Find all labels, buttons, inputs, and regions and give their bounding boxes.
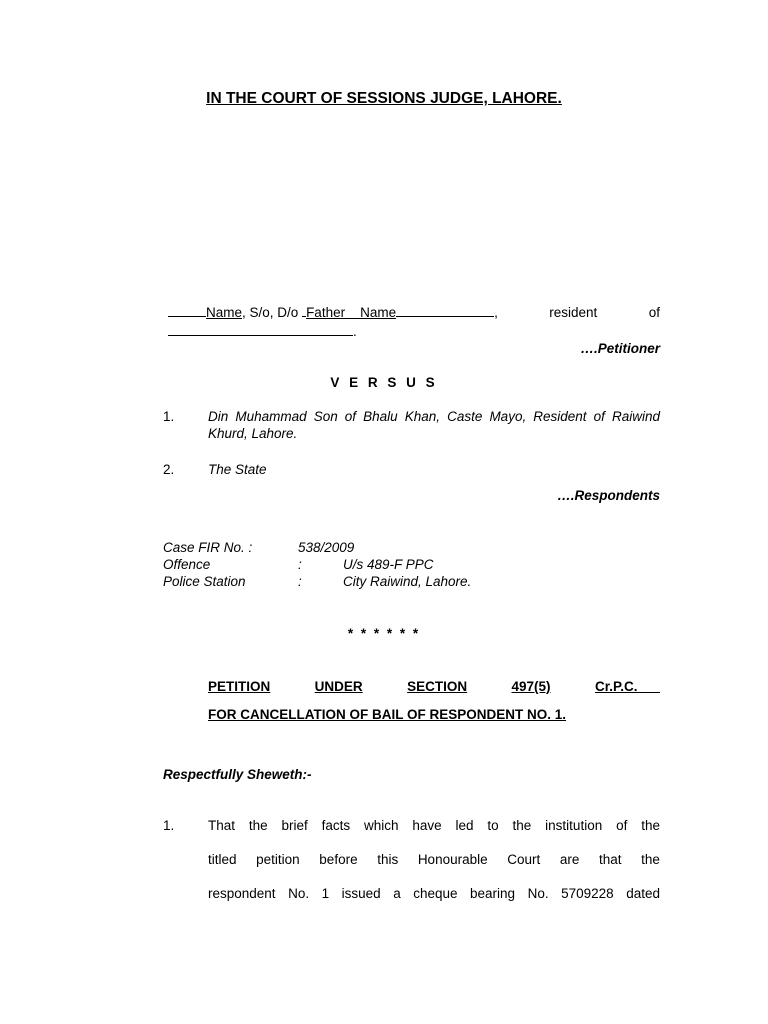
respondent-1-number: 1. (163, 409, 175, 424)
paragraph-word: before (319, 852, 358, 867)
paragraph-word: are (559, 852, 580, 867)
address-blank-line: . (168, 323, 357, 340)
paragraph-word: No. (527, 886, 549, 901)
paragraph-word: Court (507, 852, 541, 867)
paragraph-word: facts (321, 818, 351, 833)
paragraph-1-line-2 (208, 851, 660, 868)
paragraph-word: the (641, 852, 660, 867)
name-blank-left (168, 304, 206, 317)
offence-value: U/s 489-F PPC (343, 557, 434, 572)
respondents-label: ….Respondents (557, 488, 660, 503)
petition-heading-line-2: FOR CANCELLATION OF BAIL OF RESPONDENT NO. 1. (208, 707, 567, 722)
section-separator: * * * * * * (347, 626, 421, 641)
of-label: of (648, 305, 660, 320)
petitioner-label: ….Petitioner (580, 341, 660, 356)
paragraph-word: 1 (321, 886, 330, 901)
paragraph-word: this (377, 852, 399, 867)
paragraph-1-line-3 (208, 885, 660, 902)
paragraph-word: respondent (208, 886, 276, 901)
paragraph-word: petition (256, 852, 300, 867)
paragraph-word: which (364, 818, 399, 833)
petition-word: UNDER (314, 679, 363, 694)
petition-word: SECTION (407, 679, 468, 694)
paragraph-word: issued (341, 886, 381, 901)
petitioner-relation: , S/o, D/o (242, 305, 299, 320)
paragraph-1-number: 1. (163, 818, 175, 833)
petitioner-line (168, 304, 660, 321)
petitioner-name-placeholder: Name (206, 305, 243, 320)
paragraph-word: No. (288, 886, 310, 901)
paragraph-word: that (598, 852, 622, 867)
petition-word (595, 678, 660, 695)
petition-word: 497(5) (511, 679, 551, 694)
respondent-1-text: Din Muhammad Son of Bhalu Khan, Caste Mayo, Resident of Raiwind Khurd, Lahore. (208, 409, 660, 441)
petition-word-crpc: Cr.P.C. (594, 679, 638, 694)
father-name-placeholder: Father Name (306, 305, 397, 320)
paragraph-1-line-1 (208, 817, 660, 834)
paragraph-word: That (208, 818, 236, 833)
paragraph-word: the (641, 818, 660, 833)
paragraph-word: to (487, 818, 499, 833)
respondent-2-number: 2. (163, 462, 175, 477)
address-blank (168, 323, 353, 336)
station-value: City Raiwind, Lahore. (343, 574, 472, 589)
paragraph-word: bearing (470, 886, 516, 901)
resident-label: resident (549, 305, 598, 320)
paragraph-word: of (616, 818, 628, 833)
fir-label: Case FIR No. : (163, 540, 253, 555)
paragraph-word: cheque (413, 886, 458, 901)
paragraph-word: have (412, 818, 442, 833)
paragraph-word: led (455, 818, 474, 833)
versus-heading: V E R S U S (330, 375, 438, 390)
fir-value: 538/2009 (298, 540, 355, 555)
father-blank-right (396, 304, 494, 317)
salutation: Respectfully Sheweth:- (163, 767, 312, 782)
petitioner-name-group: Name, S/o, D/o Father Name , (168, 304, 498, 321)
paragraph-word: brief (281, 818, 308, 833)
offence-label: Offence (163, 557, 211, 572)
offence-colon: : (298, 557, 302, 572)
paragraph-word: 5709228 (561, 886, 614, 901)
petition-heading-line-1 (208, 678, 660, 695)
paragraph-word: institution (545, 818, 603, 833)
paragraph-word: dated (626, 886, 660, 901)
paragraph-word: titled (208, 852, 237, 867)
respondent-2-text: The State (208, 462, 267, 477)
paragraph-word: the (248, 818, 268, 833)
court-title: IN THE COURT OF SESSIONS JUDGE, LAHORE. (206, 90, 562, 107)
paragraph-word: Honourable (417, 852, 488, 867)
paragraph-word: a (393, 886, 401, 901)
paragraph-word: the (512, 818, 532, 833)
station-label: Police Station (163, 574, 246, 589)
station-colon: : (298, 574, 302, 589)
petition-word: PETITION (208, 679, 271, 694)
